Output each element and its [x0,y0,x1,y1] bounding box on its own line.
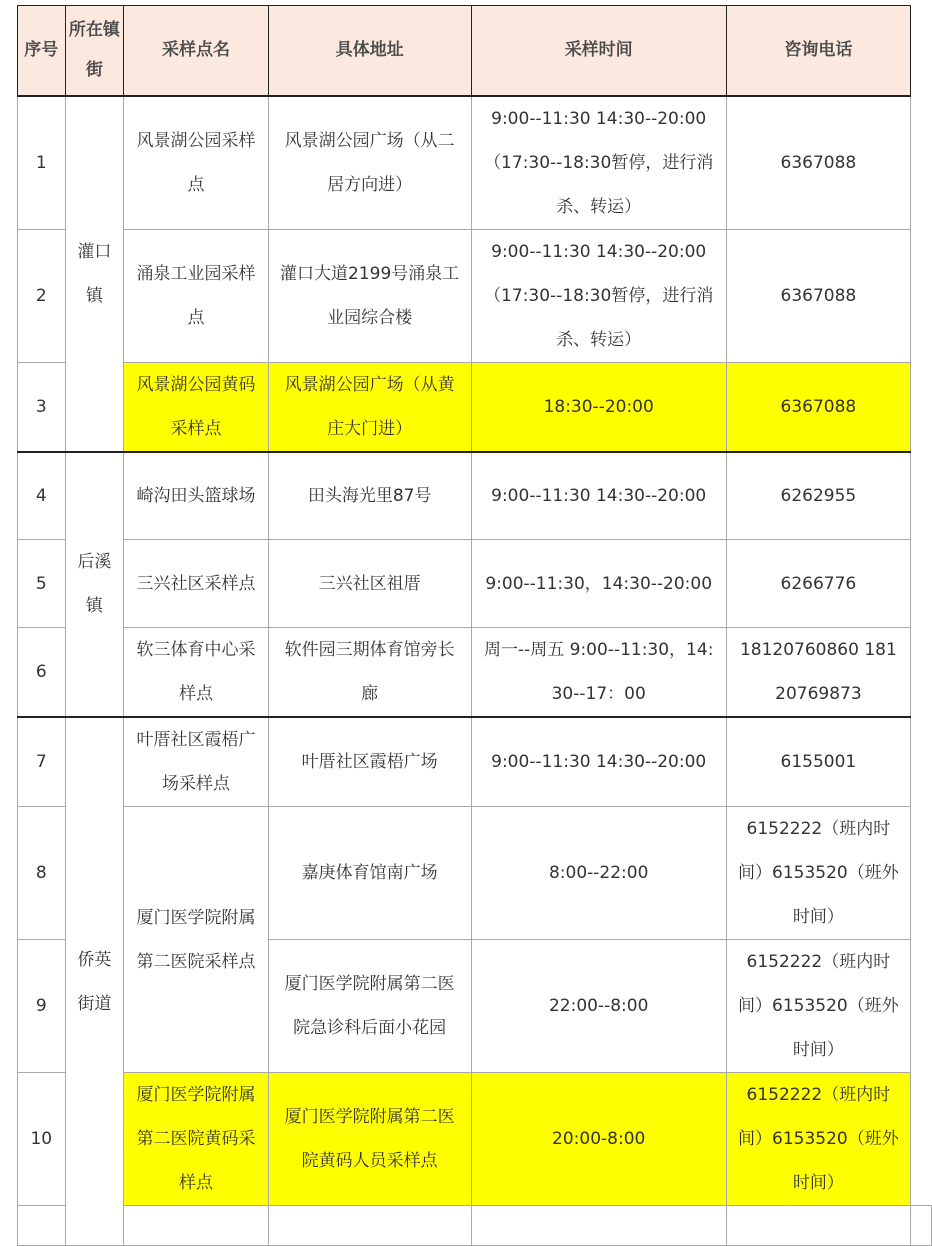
site-address: 厦门医学院附属第二医院急诊科后面小花园 [268,940,471,1073]
sampling-time: 9:00--11:30 14:30--20:00（17:30--18:30暂停，进行消杀、转运） [471,229,726,362]
phone: 6152222（班内时间）6153520（班外时间） [726,1073,910,1206]
site-name: 三兴社区采样点 [124,540,268,628]
table-row [18,717,932,807]
site-address: 嘉庚体育馆南广场 [268,807,471,940]
site-name: 厦门医学院附属第二医院采样点 [124,807,268,1073]
table-row [18,362,932,452]
header-address: 具体地址 [268,6,471,96]
site-address: 叶厝社区霞梧广场 [268,717,471,807]
sampling-time: 9:00--11:30，14:30--20:00 [471,540,726,628]
town-cell: 灌口镇 [65,96,124,452]
row-number: 6 [18,628,66,718]
header-row [18,6,932,96]
phone: 6262955 [726,452,910,540]
phone: 6367088 [726,229,910,362]
phone: 6367088 [726,362,910,452]
site-name: 风景湖公园黄码采样点 [124,362,268,452]
table-row [18,96,932,230]
row-number: 2 [18,229,66,362]
sampling-time: 18:30--20:00 [471,362,726,452]
sampling-time: 9:00--11:30 14:30--20:00 [471,717,726,807]
phone: 6152222（班内时间）6153520（班外时间） [726,940,910,1073]
sampling-time: 22:00--8:00 [471,940,726,1073]
site-name: 叶厝社区霞梧广场采样点 [124,717,268,807]
sampling-sites-table [17,5,932,1246]
table-container [17,5,932,1246]
row-number: 4 [18,452,66,540]
header-time: 采样时间 [471,6,726,96]
site-address: 厦门医学院附属第二医院黄码人员采样点 [268,1073,471,1206]
header-site-name: 采样点名 [124,6,268,96]
site-name: 崎沟田头篮球场 [124,452,268,540]
phone: 6367088 [726,96,910,230]
site-name: 风景湖公园采样点 [124,96,268,230]
table-row [18,452,932,540]
row-number: 10 [18,1073,66,1206]
header-seq: 序号 [18,6,66,96]
row-number: 3 [18,362,66,452]
town-cell: 后溪镇 [65,452,124,718]
sampling-time: 9:00--11:30 14:30--20:00（17:30--18:30暂停，进行消杀、转运） [471,96,726,230]
sampling-time: 20:00-8:00 [471,1073,726,1206]
site-name: 厦门医学院附属第二医院黄码采样点 [124,1073,268,1206]
sampling-time: 9:00--11:30 14:30--20:00 [471,452,726,540]
town-cell: 侨英街道 [65,717,124,1246]
table-row [18,628,932,718]
site-address: 三兴社区祖厝 [268,540,471,628]
phone: 6155001 [726,717,910,807]
row-number: 9 [18,940,66,1073]
table-row [18,540,932,628]
site-address: 风景湖公园广场（从二居方向进） [268,96,471,230]
header-phone: 咨询电话 [726,6,910,96]
site-name: 软三体育中心采样点 [124,628,268,718]
site-name: 涌泉工业园采样点 [124,229,268,362]
sampling-time: 8:00--22:00 [471,807,726,940]
row-number: 7 [18,717,66,807]
row-number: 5 [18,540,66,628]
row-number: 8 [18,807,66,940]
table-row [18,807,932,940]
header-town: 所在镇街 [65,6,124,96]
phone: 6152222（班内时间）6153520（班外时间） [726,807,910,940]
table-row [18,229,932,362]
table-row [18,1073,932,1206]
site-address: 风景湖公园广场（从黄庄大门进） [268,362,471,452]
row-number: 1 [18,96,66,230]
phone: 6266776 [726,540,910,628]
phone: 18120760860 18120769873 [726,628,910,718]
site-address: 软件园三期体育馆旁长廊 [268,628,471,718]
site-address: 田头海光里87号 [268,452,471,540]
sampling-time: 周一--周五 9:00--11:30，14:30--17：00 [471,628,726,718]
site-address: 灌口大道2199号涌泉工业园综合楼 [268,229,471,362]
